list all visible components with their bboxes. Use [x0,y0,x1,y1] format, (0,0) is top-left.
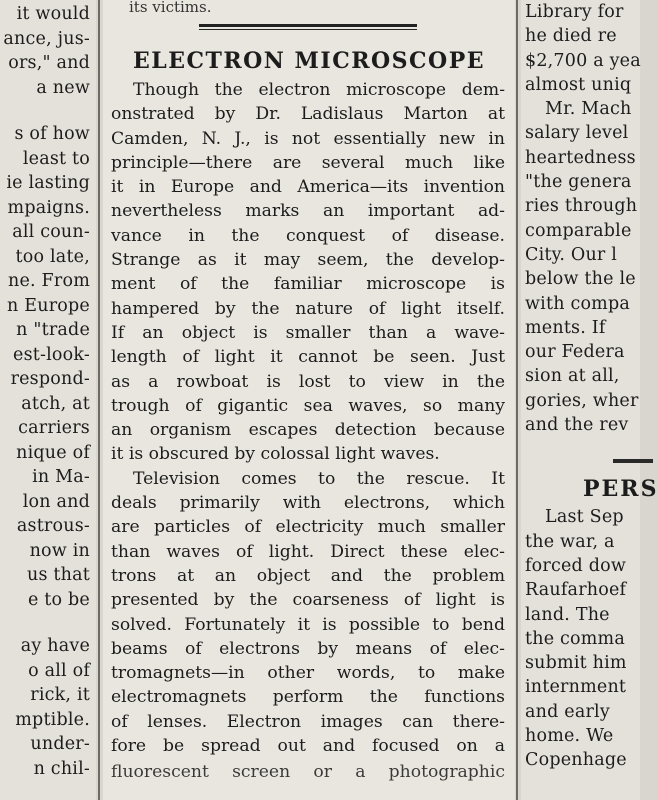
text-line: forced dow [525,555,627,576]
text-line: internment [525,677,627,698]
text-line: almost uniq [525,74,632,95]
text-line: onstrated by Dr. Ladislaus Marton at [111,104,505,125]
text-line: atch, at [21,393,90,414]
text-line: home. We [525,726,614,747]
text-line: length of light it cannot be seen. Just [111,347,505,368]
text-line: If an object is smaller than a wave- [111,322,505,343]
text-line: submit him [525,653,627,674]
right-column-text-bottom [521,505,640,772]
previous-article-fragment: its victims. [129,0,212,16]
text-line: of lenses. Electron images can there- [111,711,505,732]
text-line: ie lasting [6,173,90,193]
text-line: comparable [525,220,632,241]
text-line: he died re [525,26,617,47]
text-line: fluorescent screen or a photographic [111,762,505,783]
text-line: Camden, N. J., is not essentially new in [111,128,505,149]
text-line: and the rev [525,415,629,436]
text-line: below the le [525,269,636,290]
text-line: in Ma- [32,467,90,487]
text-line: fore be spread out and focused on a [111,736,505,757]
text-line: est-look- [13,344,90,365]
text-line: too late, [15,246,90,267]
text-line: land. The [525,604,610,625]
text-line: trough of gigantic sea waves, so many [111,395,505,416]
text-line: sion at all, [525,366,620,387]
text-line: City. Our l [525,244,618,265]
text-line: than waves of light. Direct these elec- [111,541,505,562]
article-paragraph-1 [111,78,505,467]
section-heading: PERS [583,476,658,503]
text-line: $2,700 a yea [525,50,641,71]
text-line: heartedness [525,147,636,168]
text-line: ments. If [525,317,606,338]
text-line: astrous- [16,516,90,536]
text-line: it would [16,4,90,24]
right-column [521,0,658,800]
text-line: solved. Fortunately it is possible to bend [111,614,505,635]
article-title: ELECTRON MICROSCOPE [132,48,486,74]
text-line: Strange as it may seem, the develop- [111,250,505,271]
text-line: carriers [18,418,90,438]
text-line: presented by the coarseness of light is [111,590,505,611]
text-line: gories, wher [525,390,639,411]
text-line: our Federa [525,342,625,363]
text-line: "the genera [525,172,632,193]
text-line: Last Sep [545,507,624,528]
text-line: n Europe [7,295,90,316]
article-body [103,78,515,783]
text-line: beams of electrons by means of elec- [111,638,505,659]
text-line: ance, jus- [3,28,90,49]
text-line: ment of the familiar microscope is [111,274,505,295]
text-line: ay have [20,636,90,656]
text-line: an organism escapes detection because [111,420,505,441]
right-column-text-top [521,0,640,437]
text-line: n "trade [16,320,90,340]
text-line: trons at an object and the problem [111,565,505,586]
text-line: with compa [525,293,631,314]
text-line: all coun- [12,222,90,242]
text-line: vance in the conquest of disease. [111,225,505,246]
text-line: Mr. Mach [545,99,632,120]
text-line: s of how [14,124,90,144]
text-line: principle—there are several much like [111,152,505,173]
text-line: Television comes to the rescue. It [133,468,505,489]
text-line: nevertheless marks an important ad- [111,201,505,222]
text-line: deals primarily with electrons, which [111,493,505,514]
text-line: Copenhage [525,750,627,771]
text-line: ors," and [8,53,90,73]
text-line: as a rowboat is lost to view in the [111,371,505,392]
text-line: us that [27,565,90,585]
text-line: and early [525,701,610,722]
text-line: least to [22,148,90,169]
text-line: the comma [525,628,625,649]
text-line: nique of [16,442,90,463]
text-line: tromagnets—in other words, to make [111,663,505,684]
text-line: rick, it [30,685,90,705]
article-separator-rule [199,24,417,30]
text-line: lon and [22,491,90,512]
left-column [0,0,96,800]
text-line: mptible. [15,709,90,730]
text-line: Raufarhoef [525,580,627,601]
text-line [0,612,96,634]
text-line: Though the electron microscope dem- [133,80,505,100]
text-line: o all of [28,660,90,681]
text-line: a new [36,77,90,98]
text-line: salary level [525,123,629,144]
text-line: ries through [525,196,638,217]
text-line: the war, a [525,531,615,552]
text-line: electromagnets perform the functions [111,687,505,708]
text-line: it is obscured by colossal light waves. [111,444,440,465]
column-rule-right [516,0,518,800]
text-line: respond- [10,369,90,389]
text-line: Library for [525,2,624,22]
text-line: n chil- [33,758,90,779]
column-rule-left [98,0,100,800]
text-line: hampered by the nature of light itself. [111,298,505,319]
text-line: mpaigns. [7,197,90,218]
text-line: under- [30,734,90,754]
text-line [0,100,96,122]
middle-column [103,0,515,800]
text-line: now in [29,540,90,561]
text-line: it in Europe and America—its invention [111,177,505,198]
text-line: e to be [27,589,90,610]
text-line: are particles of electricity much smaller [111,517,505,538]
article-paragraph-2 [111,467,505,783]
left-column-text [0,0,96,781]
section-rule [613,459,653,463]
text-line: ne. From [8,271,90,291]
